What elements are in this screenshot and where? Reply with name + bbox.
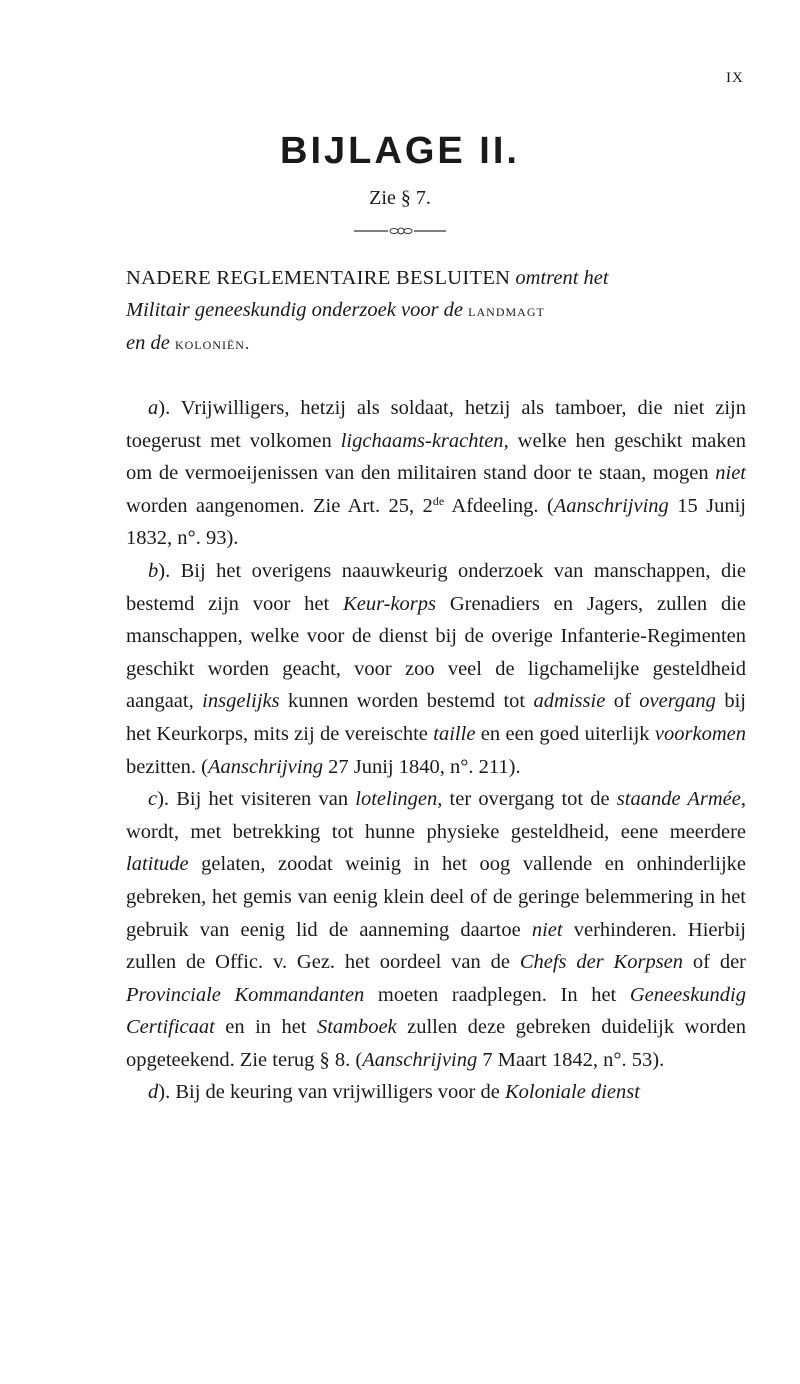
section-reference: Zie § 7. xyxy=(369,187,431,209)
text-run: , ter overgang tot de xyxy=(437,788,617,811)
heading-smallcaps-1: landmagt xyxy=(468,301,545,320)
text-run: Afdeeling. ( xyxy=(444,494,554,517)
text-run: of der xyxy=(683,951,746,974)
ornament-divider-icon xyxy=(352,224,448,238)
paragraph-b xyxy=(126,555,746,783)
italic-run: Koloniale dienst xyxy=(504,1081,640,1104)
text-run: ). Bij het visiteren van xyxy=(157,788,356,811)
italic-run: Aanschrijving xyxy=(362,1048,478,1071)
paragraph-label: b xyxy=(148,559,159,582)
italic-run: Stamboek xyxy=(316,1016,397,1039)
heading-italic-2: Militair geneeskundig onderzoek voor de xyxy=(126,299,464,321)
text-run: en een goed uiterlijk xyxy=(475,722,655,745)
text-run: worden aangenomen. Zie Art. 25, 2 xyxy=(126,494,433,517)
italic-run: niet xyxy=(715,462,746,485)
italic-run: latitude xyxy=(126,853,189,876)
text-run: , wordt, met betrekking tot hunne physieke gesteldheid, eene meerdere xyxy=(126,788,747,843)
text-run: kunnen worden bestemd tot xyxy=(279,690,534,713)
heading-smallcaps-2: koloniën. xyxy=(174,334,251,353)
text-run: 15 Junij 1832, n°. 93). xyxy=(126,494,747,550)
italic-run: taille xyxy=(433,722,476,745)
italic-run: admissie xyxy=(533,690,606,713)
italic-run: niet xyxy=(531,918,563,941)
superscript: de xyxy=(432,493,445,508)
italic-run: ligchaams-krachten xyxy=(340,429,504,452)
italic-run: Aanschrijving xyxy=(553,494,669,517)
text-run: 27 Junij 1840, n°. 211). xyxy=(322,755,521,778)
heading-caps: NADERE REGLEMENTAIRE BESLUITEN xyxy=(126,267,511,289)
italic-run: Provinciale Kommandanten xyxy=(126,983,365,1006)
text-run: gelaten, zoodat weinig in het oog vallende en onhinderlijke gebreken, het gemis van eenig klein deel of de geringe belemmering in het gebruik van eenig lid de aanneming daartoe xyxy=(126,853,746,941)
text-run: Grenadiers en Jagers, zullen die manschappen, welke voor de dienst bij de overige Infanterie-Regimenten geschikt worden geacht, voor zoo veel de ligchamelijke gesteldheid aangaat, xyxy=(126,592,746,713)
italic-run: insgelijks xyxy=(202,690,280,713)
paragraph-d xyxy=(126,1076,746,1109)
section-heading xyxy=(126,262,746,360)
text-run: ). Bij de keuring van vrijwilligers voor de xyxy=(158,1081,505,1104)
paragraph-label: d xyxy=(148,1081,159,1104)
paragraph-label: a xyxy=(148,397,159,419)
text-run: en in het xyxy=(214,1016,317,1039)
page-title: BIJLAGE II. xyxy=(280,130,520,172)
body-text xyxy=(126,392,746,1109)
page-number: IX xyxy=(726,70,744,86)
italic-run: overgang xyxy=(639,690,716,713)
text-run: bij het Keurkorps, mits zij de vereischte xyxy=(126,690,746,745)
heading-italic-1: omtrent het xyxy=(515,267,609,289)
italic-run: Geneeskundig Certificaat xyxy=(126,983,746,1039)
italic-run: Chefs der Korpsen xyxy=(519,951,684,974)
text-run: ). Bij het overigens naauwkeurig onderzoek van manschappen, die bestemd zijn voor het xyxy=(126,559,746,615)
text-run: verhinderen. Hierbij zullen de Offic. v. Gez. het oordeel van de xyxy=(126,918,746,974)
italic-run: Keur-korps xyxy=(343,592,437,615)
text-run: ). Vrijwilligers, hetzij als soldaat, hetzij als tamboer, die niet zijn toegerust met volkomen xyxy=(126,397,746,452)
text-run: 7 Maart 1842, n°. 53). xyxy=(477,1048,665,1071)
italic-run: Aanschrijving xyxy=(207,755,323,778)
text-run: bezitten. ( xyxy=(126,755,208,778)
text-run: zullen deze gebreken duidelijk worden opgeteekend. Zie terug § 8. ( xyxy=(126,1016,746,1071)
italic-run: staande Armée xyxy=(616,788,741,811)
paragraph-label: c xyxy=(148,788,158,811)
italic-run: lotelingen xyxy=(355,788,438,811)
italic-run: voorkomen xyxy=(654,722,746,745)
heading-italic-3: en de xyxy=(126,332,170,354)
paragraph-a xyxy=(126,392,746,555)
paragraph-c xyxy=(126,783,746,1076)
text-run: moeten raadplegen. In het xyxy=(364,983,630,1006)
text-run: of xyxy=(605,690,640,713)
text-run: , welke hen geschikt maken om de vermoeijenissen van den militairen stand door te staan, mogen xyxy=(126,429,746,485)
